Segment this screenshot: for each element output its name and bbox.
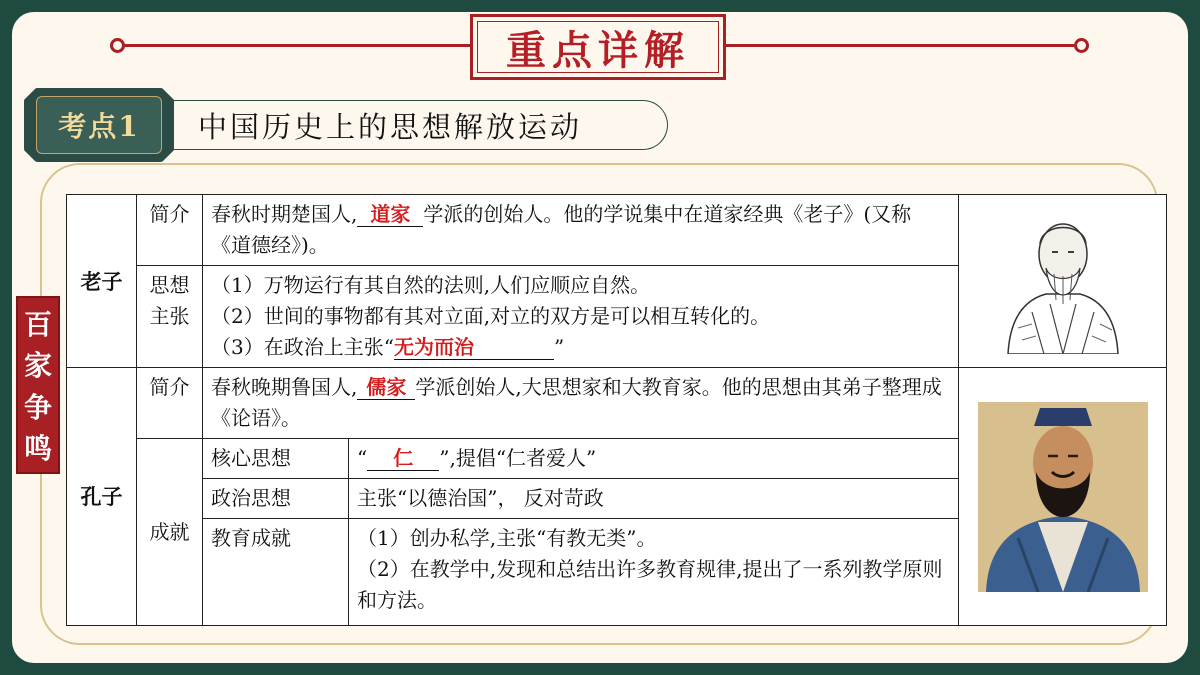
- kongzi-edu: [349, 519, 959, 626]
- kongzi-core-blank: 仁: [367, 446, 439, 471]
- kongzi-politics: 主张“以德治国”， 反对苛政: [349, 479, 959, 519]
- divider-ring-right: [1074, 38, 1089, 53]
- laozi-thought-2: （2）世间的事物都有其对立面,对立的双方是可以相互转化的。: [211, 304, 771, 328]
- laozi-answer-blank: 道家: [357, 202, 423, 227]
- title-divider-right: [722, 44, 1074, 47]
- laozi-thought-3-post: ”: [553, 335, 565, 359]
- laozi-thought-3-pre: （3）在政治上主张“: [211, 335, 394, 359]
- page-title: 重点详解: [506, 26, 690, 74]
- kongzi-portrait-image: [978, 402, 1148, 592]
- kongzi-edu-label: 教育成就: [203, 519, 349, 626]
- laozi-intro: [203, 195, 959, 266]
- kongzi-intro-post: 学派创始人,大思想家和大教育家。他的思想由其弟子整理成《论语》。: [211, 375, 942, 430]
- laozi-intro-pre: 春秋时期楚国人,: [211, 202, 358, 226]
- side-tab-char: 争: [23, 390, 52, 424]
- laozi-thought-3-blank: 无为而治: [394, 335, 554, 360]
- kongzi-name: 孔子: [67, 368, 137, 626]
- kongzi-politics-label: 政治思想: [203, 479, 349, 519]
- kongzi-portrait-cell: [959, 368, 1167, 626]
- table-row: [67, 195, 1167, 266]
- kaodian-topic: 中国历史上的思想解放运动: [198, 109, 583, 144]
- laozi-thought-label: [137, 266, 203, 368]
- kongzi-answer-blank: 儒家: [357, 375, 415, 400]
- kongzi-core-label: 核心思想: [203, 439, 349, 479]
- side-tab-char: 百: [23, 307, 52, 341]
- comparison-table: [66, 194, 1167, 626]
- side-tab: [16, 296, 60, 474]
- title-box: [470, 14, 726, 80]
- kongzi-achieve-label: 成就: [137, 439, 203, 626]
- side-tab-char: 鸣: [23, 432, 52, 466]
- laozi-thought-label-1: 思想: [149, 273, 190, 297]
- laozi-thoughts: [203, 266, 959, 368]
- table-row: [67, 368, 1167, 439]
- kongzi-intro-label: 简介: [137, 368, 203, 439]
- laozi-portrait-image: [988, 208, 1138, 354]
- kaodian-label: 考点1: [36, 96, 162, 154]
- laozi-intro-label: 简介: [137, 195, 203, 266]
- laozi-intro-post: 学派的创始人。他的学说集中在道家经典《老子》(又称《道德经》)。: [211, 202, 912, 257]
- laozi-thought-label-2: 主张: [149, 304, 190, 328]
- title-divider-left: [124, 44, 472, 47]
- kongzi-core: [349, 439, 959, 479]
- divider-ring-left: [110, 38, 125, 53]
- side-tab-char: 家: [23, 349, 52, 383]
- laozi-thought-1: （1）万物运行有其自然的法则,人们应顺应自然。: [211, 273, 651, 297]
- kongzi-edu-2: （2）在教学中,发现和总结出许多教育规律,提出了一系列教学原则和方法。: [357, 557, 943, 612]
- laozi-name: 老子: [67, 195, 137, 368]
- kongzi-core-pre: “: [357, 446, 368, 470]
- kongzi-intro: [203, 368, 959, 439]
- kongzi-intro-pre: 春秋晚期鲁国人,: [211, 375, 358, 399]
- kongzi-core-post: ”,提倡“仁者爱人”: [439, 446, 597, 470]
- kongzi-edu-1: （1）创办私学,主张“有教无类”。: [357, 526, 657, 550]
- laozi-thought-3: [211, 332, 950, 363]
- laozi-portrait-cell: [959, 195, 1167, 368]
